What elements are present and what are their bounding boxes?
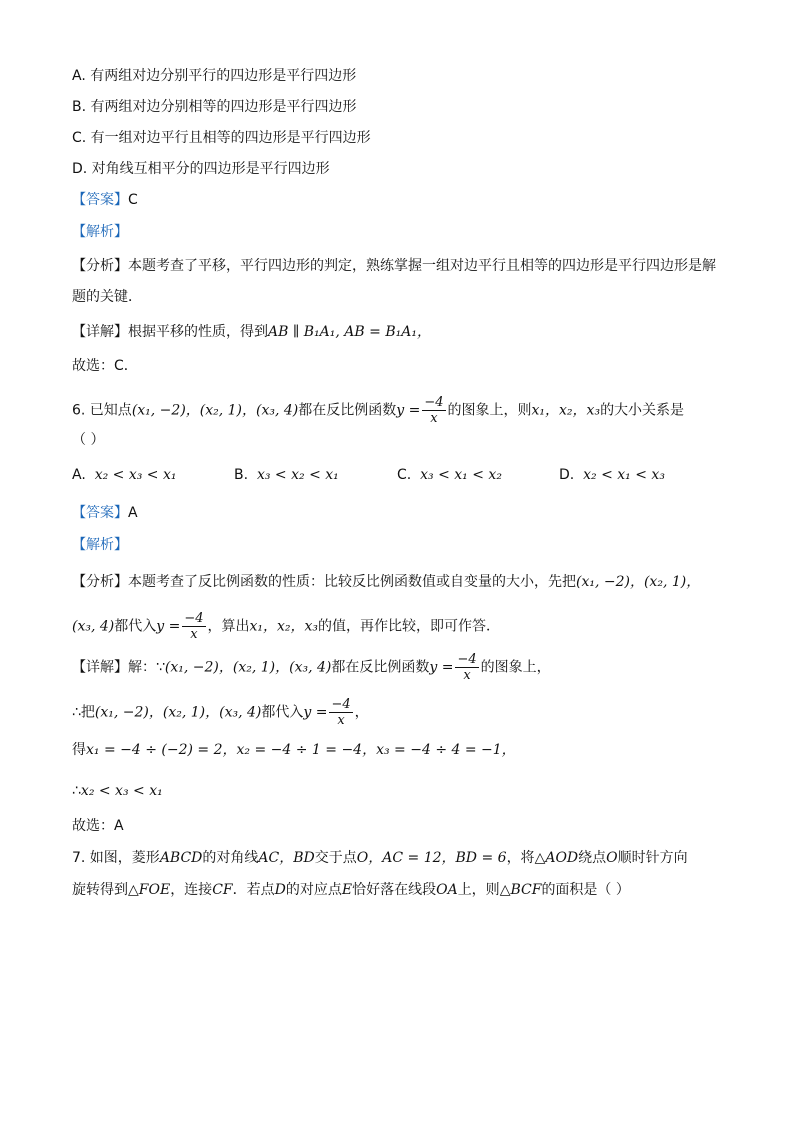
q6-vars: x₁，x₂，x₃ <box>531 402 601 419</box>
therefore-text: ∴把 <box>72 704 95 721</box>
fraction-numerator: −4 <box>424 395 444 410</box>
q5-detail <box>72 322 431 342</box>
q6-func-fraction <box>422 395 445 426</box>
q6-therefore2 <box>72 781 163 801</box>
fraction-denominator: x <box>190 627 198 642</box>
func-fraction <box>182 611 205 642</box>
q7-math: E <box>341 882 353 898</box>
fenxi-tag: 【分析】 <box>72 258 128 274</box>
q7-math: △AOD <box>534 850 579 866</box>
answer-value: C <box>128 192 138 208</box>
q7-text: 交于点 <box>314 850 357 866</box>
q6-detail-line1 <box>72 652 551 683</box>
detail-tag: 【详解】 <box>72 659 128 676</box>
func-fraction <box>329 697 352 728</box>
therefore-math: x₂ < x₃ < x₁ <box>80 783 163 799</box>
func-lhs: y = <box>429 659 454 676</box>
q7-text: 旋转得到 <box>72 882 128 898</box>
q6-stem-post: 的图象上，则 <box>447 402 532 419</box>
detail-pre: 解：∵ <box>128 659 165 676</box>
fenxi-point3: (x₃, 4) <box>72 618 115 635</box>
option-label: D. <box>559 467 575 483</box>
q6-option-b <box>234 465 339 485</box>
fraction-numerator: −4 <box>184 611 204 626</box>
q5-option-c: C. 有一组对边平行且相等的四边形是平行四边形 <box>72 130 371 146</box>
q6-option-d <box>559 465 665 485</box>
q5-answer <box>72 190 138 210</box>
func-fraction <box>455 652 478 683</box>
option-math: x₃ < x₁ < x₂ <box>420 467 502 483</box>
q7-text: 恰好落在线段 <box>352 882 437 898</box>
func-lhs: y = <box>156 618 181 635</box>
q7-text: ．若点 <box>232 882 275 898</box>
q7-math: O，AC = 12，BD = 6 <box>356 850 507 866</box>
q6-func-lhs: y = <box>396 402 421 419</box>
q7-math: ABCD <box>159 850 203 866</box>
q7-text: 上，则 <box>457 882 500 898</box>
q7-stem-line1 <box>72 848 688 868</box>
q6-option-a <box>72 465 176 485</box>
therefore-end: ， <box>354 704 369 721</box>
therefore-symbol: ∴ <box>72 783 81 799</box>
q6-option-c <box>397 465 502 485</box>
q7-math: O <box>606 850 618 866</box>
fenxi-text: 本题考查了平移，平行四边形的判定，熟练掌握一组对边平行且相等的四边形是平行四边形是解 <box>128 258 716 274</box>
q5-choose: 故选：C． <box>72 358 138 374</box>
q6-stem-pre: 6. 已知点 <box>72 402 132 419</box>
get-pre: 得 <box>72 742 86 758</box>
fraction-numerator: −4 <box>457 652 477 667</box>
q5-fenxi-line2: 题的关键． <box>72 289 142 305</box>
q5-analysis-tag: 【解析】 <box>72 224 128 240</box>
q6-stem <box>72 395 684 426</box>
q7-text: 7. 如图，菱形 <box>72 850 160 866</box>
q7-math: OA <box>436 882 458 898</box>
q7-text: 的对角线 <box>202 850 259 866</box>
answer-value: A <box>128 505 138 521</box>
q7-text: ，连接 <box>170 882 213 898</box>
q5-fenxi-line1 <box>72 256 716 276</box>
q6-analysis-tag: 【解析】 <box>72 537 128 553</box>
fenxi-in: 都代入 <box>114 618 157 635</box>
q7-math: AC，BD <box>258 850 315 866</box>
option-label: A. <box>72 467 86 483</box>
q5-option-d: D. 对角线互相平分的四边形是平行四边形 <box>72 161 330 177</box>
fenxi-calc: ，算出 <box>207 618 250 635</box>
q6-fenxi-line1 <box>72 572 700 592</box>
q7-text: 绕点 <box>578 850 607 866</box>
fenxi-vars: x₁，x₂，x₃ <box>249 618 319 635</box>
fenxi-tag: 【分析】 <box>72 574 128 590</box>
q5-option-a: A. 有两组对边分别平行的四边形是平行四边形 <box>72 68 357 84</box>
q7-text: 顺时针方向 <box>617 850 688 866</box>
fraction-denominator: x <box>463 668 471 683</box>
option-math: x₂ < x₁ < x₃ <box>583 467 665 483</box>
q6-stem-mid: 都在反比例函数 <box>298 402 397 419</box>
q6-choose: 故选：A <box>72 818 124 834</box>
fenxi-end: 的值，再作比较，即可作答． <box>318 618 501 635</box>
therefore-in: 都代入 <box>261 704 304 721</box>
q6-points: (x₁, −2)，(x₂, 1)，(x₃, 4) <box>131 402 299 419</box>
q5-option-b: B. 有两组对边分别相等的四边形是平行四边形 <box>72 99 357 115</box>
q7-text: 的面积是（ ） <box>541 882 630 898</box>
q7-math: D <box>274 882 286 898</box>
option-math: x₃ < x₂ < x₁ <box>256 467 339 483</box>
detail-mid: 都在反比例函数 <box>331 659 430 676</box>
detail-points: (x₁, −2)，(x₂, 1)，(x₃, 4) <box>164 659 332 676</box>
q7-math: △BCF <box>499 882 542 898</box>
option-label: B. <box>234 467 249 483</box>
detail-post: 的图象上， <box>480 659 551 676</box>
q7-text: 的对应点 <box>285 882 342 898</box>
q6-paren: （ ） <box>72 432 105 448</box>
detail-text: 根据平移的性质，得到 <box>128 324 268 340</box>
fraction-numerator: −4 <box>331 697 351 712</box>
q6-fenxi-line2 <box>72 611 500 642</box>
answer-tag: 【答案】 <box>72 192 128 208</box>
q7-text: ，将 <box>506 850 535 866</box>
fraction-denominator: x <box>430 411 438 426</box>
get-math: x₁ = −4 ÷ (−2) = 2，x₂ = −4 ÷ 1 = −4，x₃ = −4 ÷ 4 = −1， <box>86 742 516 758</box>
fraction-denominator: x <box>337 713 345 728</box>
q7-math: △FOE <box>128 882 171 898</box>
q7-stem-line2 <box>72 880 630 900</box>
detail-math: AB ∥ B₁A₁, AB = B₁A₁， <box>268 324 431 340</box>
detail-tag: 【详解】 <box>72 324 128 340</box>
fenxi-text: 本题考查了反比例函数的性质：比较反比例函数值或自变量的大小，先把 <box>128 574 576 590</box>
option-label: C. <box>397 467 412 483</box>
q6-therefore1 <box>72 697 369 728</box>
option-math: x₂ < x₃ < x₁ <box>94 467 177 483</box>
fenxi-points: (x₁, −2)，(x₂, 1)， <box>576 574 701 590</box>
q6-answer <box>72 503 138 523</box>
answer-tag: 【答案】 <box>72 505 128 521</box>
q6-get <box>72 740 516 760</box>
func-lhs: y = <box>303 704 328 721</box>
q7-math: CF <box>212 882 233 898</box>
therefore-points: (x₁, −2)，(x₂, 1)，(x₃, 4) <box>94 704 262 721</box>
q6-stem-end: 的大小关系是 <box>600 402 685 419</box>
